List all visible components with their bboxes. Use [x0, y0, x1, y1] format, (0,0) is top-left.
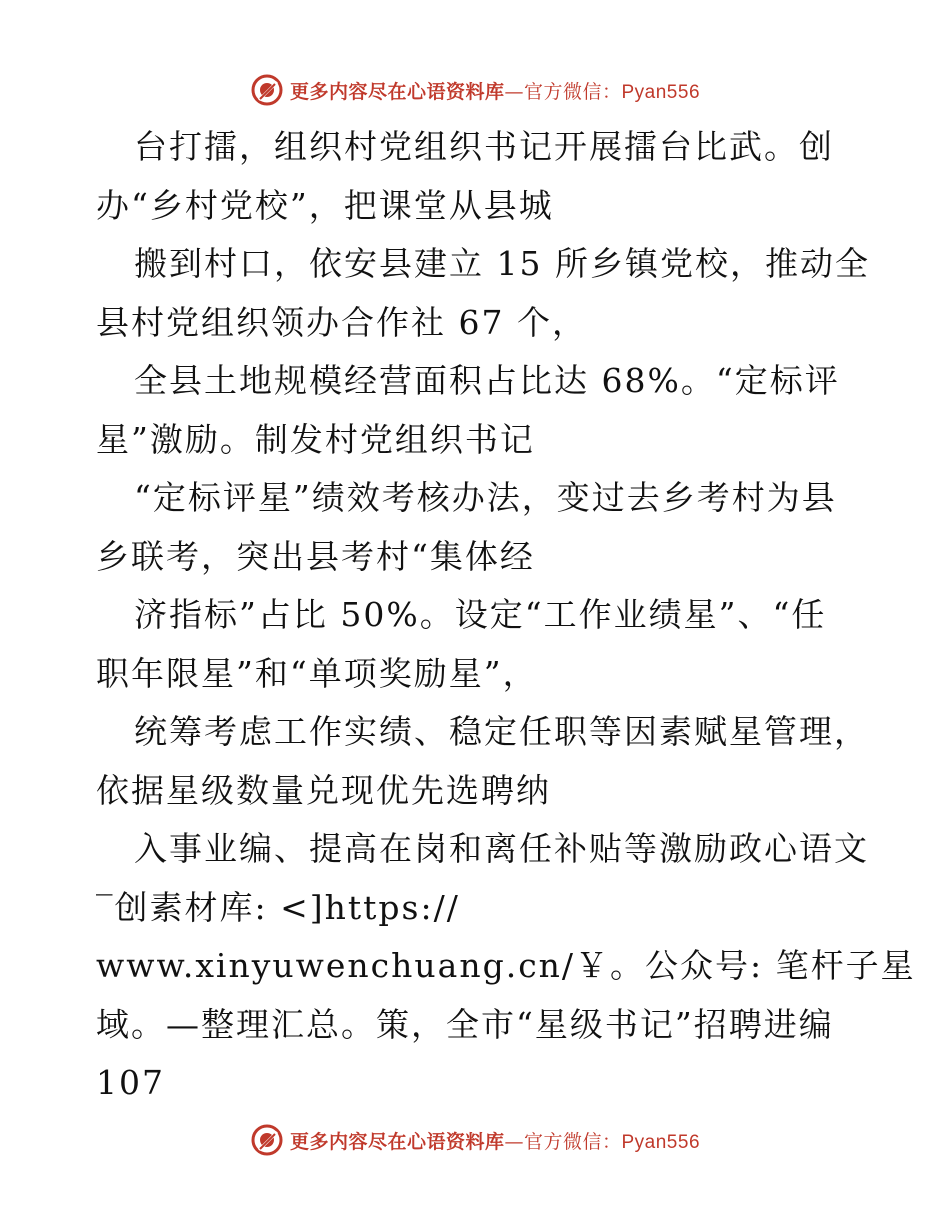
text-line: 域。—整理汇总。策，全市“星级书记”招聘进编	[96, 1004, 834, 1044]
text-line: 职年限星”和“单项奖励星”，	[96, 653, 538, 693]
footer-watermark	[0, 1120, 950, 1160]
watermark-handle: Pyan556	[621, 1131, 701, 1153]
watermark-text	[290, 1127, 700, 1154]
watermark-sub: —官方微信：	[504, 1130, 622, 1153]
header-watermark	[0, 70, 950, 110]
watermark-main: 更多内容尽在心语资料库	[289, 1130, 505, 1153]
page-number: 107	[96, 1063, 165, 1102]
text-line: 县村党组织领办合作社 67 个，	[96, 302, 587, 342]
text-line: 统筹考虑工作实绩、稳定任职等因素赋星管理，	[134, 712, 869, 751]
text-line: 星”激励。制发村党组织书记	[96, 419, 535, 459]
text-line: ‾创素材库: <]https://	[96, 887, 460, 927]
text-line: 全县土地规模经营面积占比达 68%。“定标评	[134, 361, 840, 400]
watermark-handle: Pyan556	[621, 81, 701, 103]
text-line: 办“乡村党校”，把课堂从县城	[96, 185, 554, 225]
text-line: www.xinyuwenchuang.cn/￥。公众号: 笔杆子星	[96, 946, 916, 985]
text-line: 济指标”占比 50%。设定“工作业绩星”、“任	[134, 595, 827, 634]
text-line: 依据星级数量兑现优先选聘纳	[96, 770, 551, 810]
watermark-text	[290, 77, 700, 104]
text-line: 入事业编、提高在岗和离任补贴等激励政心语文	[134, 829, 869, 868]
brand-logo-icon	[250, 1123, 284, 1157]
text-line: 搬到村口，依安县建立 15 所乡镇党校，推动全	[134, 244, 870, 283]
text-line: 乡联考，突出县考村“集体经	[96, 536, 535, 576]
document-body	[96, 118, 916, 1113]
text-line: “定标评星”绩效考核办法，变过去乡考村为县	[134, 478, 837, 517]
watermark-main: 更多内容尽在心语资料库	[289, 80, 505, 103]
watermark-sub: —官方微信：	[504, 80, 622, 103]
brand-logo-icon	[250, 73, 284, 107]
text-line: 台打擂，组织村党组织书记开展擂台比武。创	[134, 127, 834, 166]
